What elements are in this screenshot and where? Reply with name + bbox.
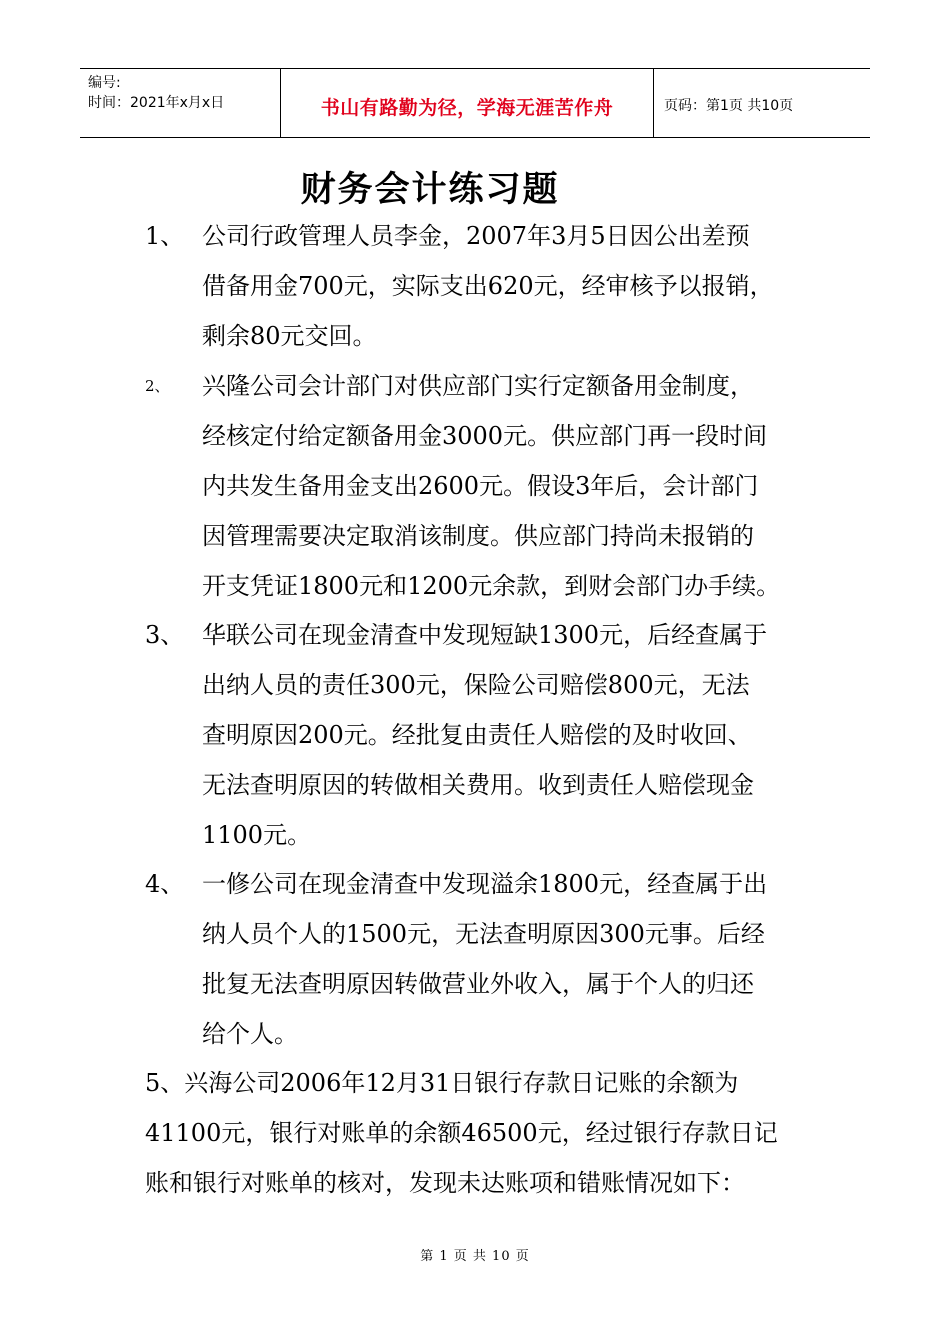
question-text: 华联公司在现金清查中发现短缺1300元，后经查属于 出纳人员的责任300元，保险公司赔偿800元，无法 查明原因200元。经批复由责任人赔偿的及时收回、 无法查明原因的转做相关费用。收到责任人赔偿现金 1100元。 [202,621,768,849]
header-number-label: 编号: [88,75,121,91]
document-title: 财务会计练习题 [300,169,560,210]
page-footer: 第 1 页 共 10 页 [420,1249,530,1264]
header-page-info: 页码：第1页 共10页 [664,98,794,114]
header-motto: 书山有路勤为径，学海无涯苦作舟 [320,97,614,119]
question-text: 一修公司在现金清查中发现溢余1800元，经查属于出 纳人员个人的1500元，无法查明原因300元事。后经 批复无法查明原因转做营业外收入，属于个人的归还 给个人。 [202,870,768,1048]
question-number: 2、 [145,377,170,395]
header-meta [80,69,280,137]
question-number: 4、 [145,870,185,898]
question-number: 1、 [145,222,185,250]
question-text: 5、兴海公司2006年12月31日银行存款日记账的余额为 41100元，银行对账单的余额46500元，经过银行存款日记 账和银行对账单的核对，发现未达账项和错账情况如下： [145,1069,778,1197]
page-header [80,68,870,138]
header-time-label: 时间：2021年x月x日 [88,95,225,111]
header-motto-cell [280,69,654,137]
question-number: 3、 [145,621,185,649]
question-text: 兴隆公司会计部门对供应部门实行定额备用金制度， 经核定付给定额备用金3000元。供应部门再一段时间 内共发生备用金支出2600元。假设3年后，会计部门 因管理需要决定取消该制度。供应部门持尚未报销的 开支凭证1800元和1200元余款，到财会部门办手续。 [202,372,781,600]
header-page-cell [654,69,870,137]
question-text: 公司行政管理人员李金，2007年3月5日因公出差预 借备用金700元，实际支出620元，经审核予以报销， 剩余80元交回。 [202,222,774,350]
